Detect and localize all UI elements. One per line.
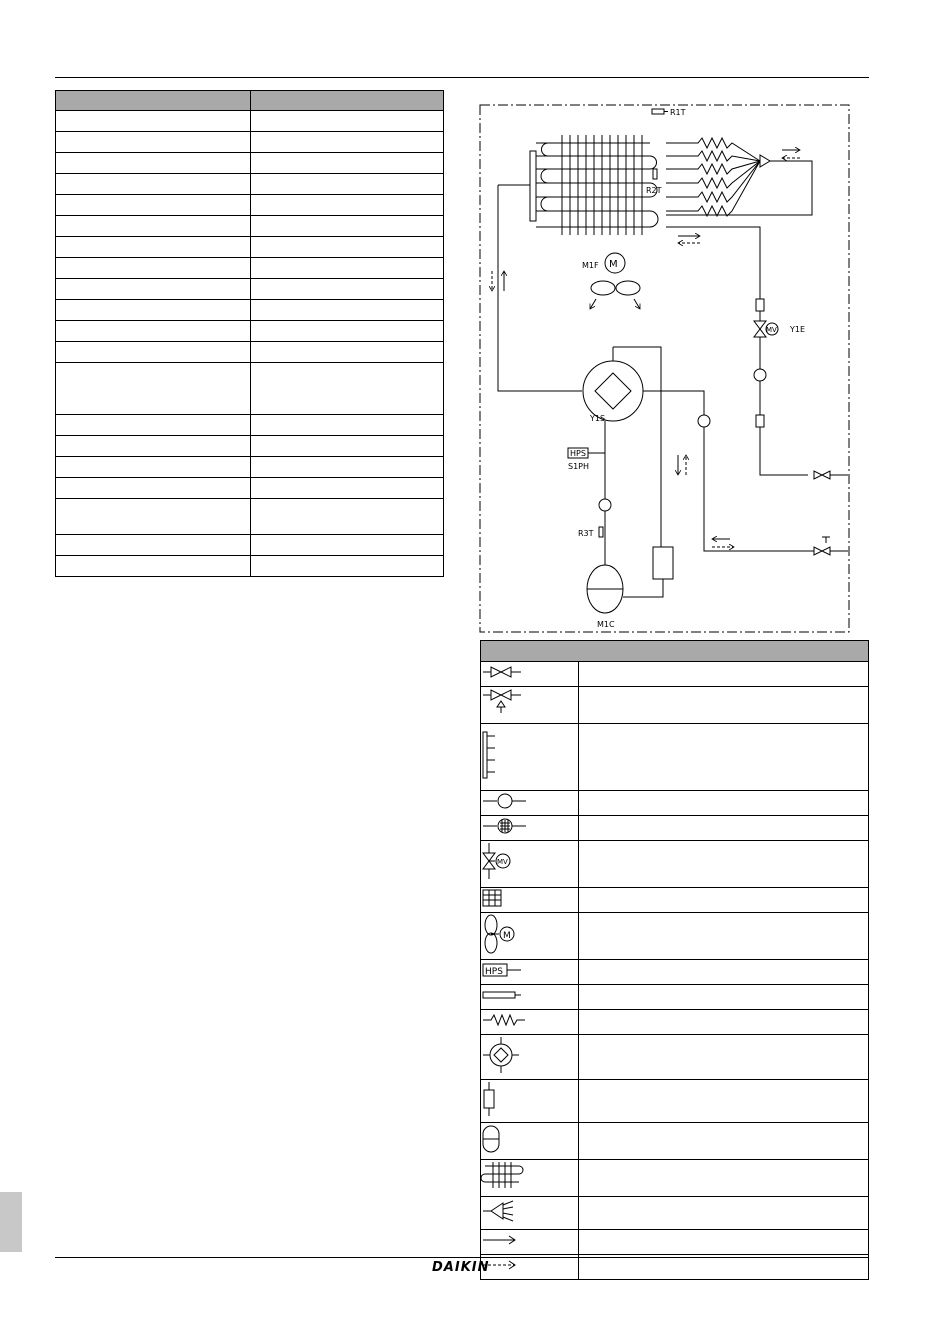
table-row [56,174,444,195]
table-row [56,478,444,499]
fan-motor-letter: M [609,259,618,270]
table-row [56,499,444,535]
table-row [56,216,444,237]
table-row [481,1010,869,1035]
legend-fan-m-label: M [503,931,511,941]
compressor [587,565,623,629]
r1t-label: R1T [670,108,686,117]
s1ph-label: S1PH [568,462,590,471]
table-row [481,1197,869,1230]
heating-flow-arrow-icon [481,1255,541,1275]
table-row [481,913,869,960]
piping-diagram [478,103,856,635]
table-row [56,321,444,342]
filter-icon [481,816,541,836]
table-row [56,132,444,153]
capillary-tubes [666,138,812,227]
expansion-valve-icon [481,841,541,883]
legend-mv-label: MV [497,858,508,866]
table-row [56,258,444,279]
y1e-label: Y1E [790,325,806,334]
four-way-valve-icon [481,1035,541,1075]
table-row [481,1160,869,1197]
high-pressure-switch-icon [481,960,541,980]
table-row [481,724,869,791]
legend-table-header [481,641,869,662]
table-row [56,237,444,258]
thermistor-icon [481,985,541,1005]
compressor-icon [481,1123,541,1155]
table-row [56,153,444,174]
table-row [481,985,869,1010]
resistor-tube-icon [481,1010,541,1030]
r3t-label: R3T [578,529,594,538]
table-row [481,687,869,724]
y1e-mv-label: MV [766,326,777,334]
y1s-label: Y1S [590,414,606,423]
r3t-thermistor [599,527,603,537]
table-row [481,791,869,816]
unit-outline [480,105,849,632]
m1c-label: M1C [597,620,615,629]
section-tab [0,1192,22,1252]
r2t-thermistor [646,169,662,195]
spec-table [55,90,444,577]
m1f-label: M1F [582,261,599,270]
table-row [481,888,869,913]
footer-rule [55,1257,869,1258]
propeller-fan-icon [481,913,541,955]
hps-label: HPS [570,449,586,458]
r1t-thermistor [652,108,686,117]
table-row [56,279,444,300]
table-row [481,1123,869,1160]
distributor-header-icon [481,724,541,786]
table-row [56,556,444,577]
table-row [56,436,444,457]
table-row [56,111,444,132]
header-rule [55,77,869,78]
spec-table-header [56,91,444,111]
table-row [56,342,444,363]
table-row [481,1230,869,1255]
table-row [481,1080,869,1123]
distributor-header [498,143,548,227]
table-row [481,841,869,888]
table-row [56,457,444,478]
legend-hps-label: HPS [485,967,503,977]
stop-valve-icon [481,662,541,682]
heat-exchanger-coil [541,135,658,235]
heat-exchanger-grid-icon [481,888,541,908]
table-row [481,960,869,985]
table-row [481,816,869,841]
table-row [481,662,869,687]
capillary-tube-icon [481,791,541,811]
accumulator [653,547,673,579]
distributor-icon [481,1197,541,1225]
cooling-flow-arrow-icon [481,1230,541,1250]
service-valve-icon [481,687,541,719]
liquid-capillary [754,369,766,381]
accumulator-icon [481,1080,541,1118]
fan-motor [582,253,640,309]
heat-exchanger-coil-icon [481,1160,541,1192]
table-row [56,535,444,556]
four-way-valve [583,347,643,423]
legend-table [480,640,869,1280]
table-row [481,1255,869,1280]
r2t-label: R2T [646,186,662,195]
table-row [56,195,444,216]
table-row [56,363,444,415]
table-row [56,415,444,436]
table-row [481,1035,869,1080]
table-row [56,300,444,321]
daikin-logo: DAIKIN [432,1260,490,1275]
